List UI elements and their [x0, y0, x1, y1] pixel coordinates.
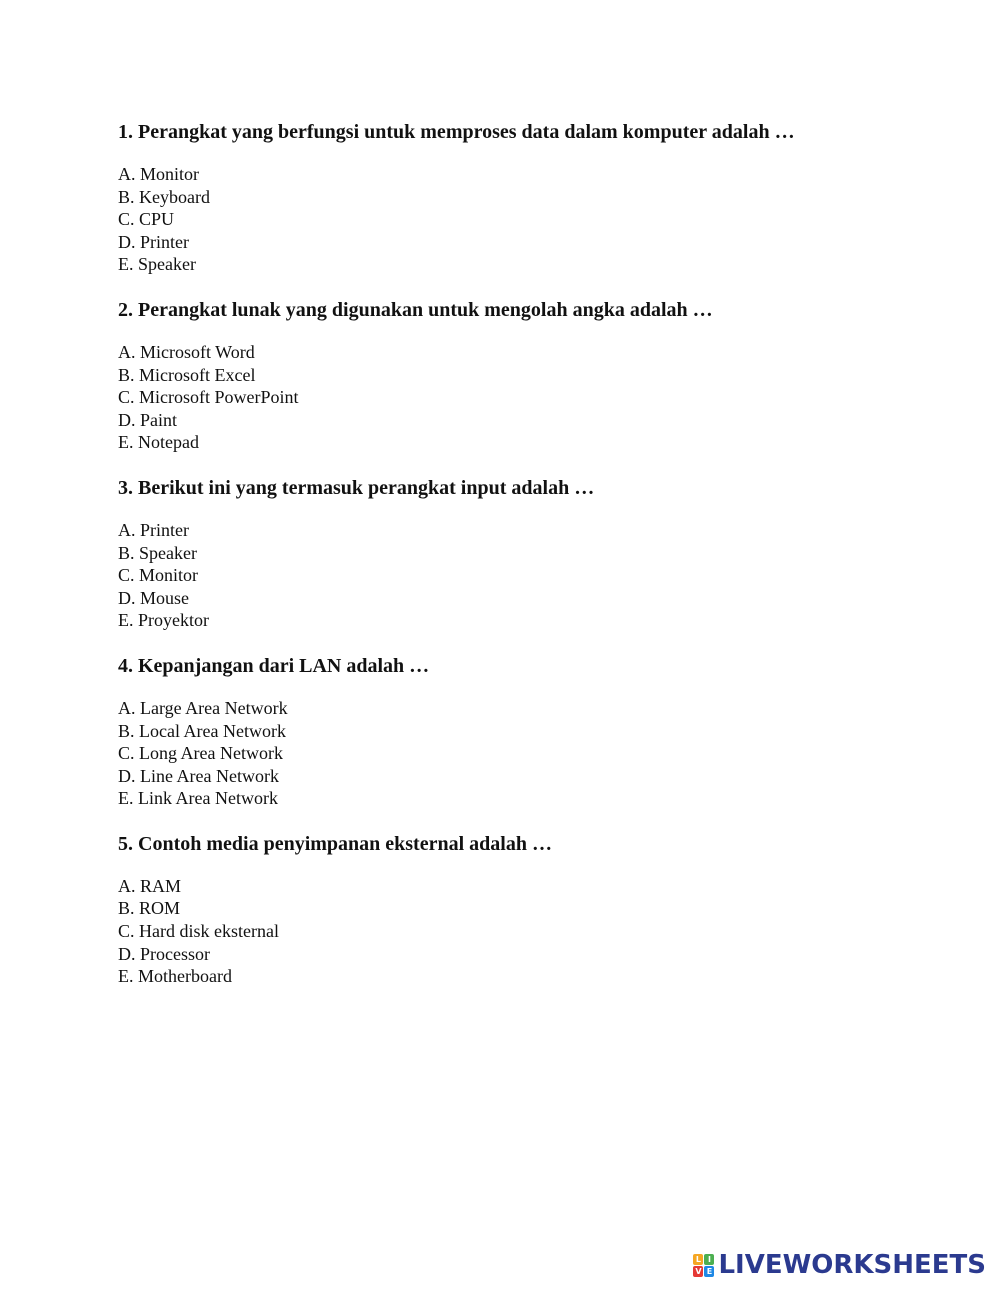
option-e: E. Proyektor [118, 610, 209, 631]
liveworksheets-logo [693, 1250, 986, 1280]
question-text: 4. Kepanjangan dari LAN adalah … [118, 654, 430, 677]
question-4 [118, 652, 918, 810]
question-1 [118, 118, 918, 276]
option-d: D. Mouse [118, 587, 189, 608]
option-e: E. Notepad [118, 432, 199, 453]
logo-mark-letter: E [704, 1266, 714, 1277]
option-c: C. Hard disk eksternal [118, 921, 279, 942]
question-text: 5. Contoh media penyimpanan eksternal adalah … [118, 832, 552, 855]
option-a: A. Large Area Network [118, 697, 288, 718]
option-c: C. Long Area Network [118, 743, 283, 764]
question-2 [118, 296, 918, 454]
option-d: D. Line Area Network [118, 765, 279, 786]
option-a: A. Microsoft Word [118, 341, 255, 362]
option-b: B. Speaker [118, 542, 197, 563]
option-d: D. Paint [118, 409, 178, 430]
option-d: D. Printer [118, 231, 189, 252]
option-e: E. Speaker [118, 254, 196, 275]
logo-mark-letter: L [693, 1254, 703, 1265]
option-c: C. CPU [118, 209, 175, 230]
option-a: A. Printer [118, 519, 189, 540]
question-5 [118, 830, 918, 988]
option-d: D. Processor [118, 943, 210, 964]
worksheet [118, 118, 918, 1008]
option-b: B. Local Area Network [118, 720, 286, 741]
option-a: A. RAM [118, 875, 182, 896]
option-e: E. Link Area Network [118, 788, 278, 809]
option-a: A. Monitor [118, 164, 199, 184]
option-c: C. Microsoft PowerPoint [118, 387, 299, 408]
option-e: E. Motherboard [118, 966, 232, 987]
logo-mark-letter: I [704, 1254, 714, 1265]
logo-text: LIVEWORKSHEETS [718, 1250, 986, 1280]
question-text: 1. Perangkat yang berfungsi untuk memproses data dalam komputer adalah … [118, 121, 795, 143]
option-b: B. ROM [118, 898, 181, 919]
option-b: B. Keyboard [118, 186, 210, 207]
logo-mark-icon [693, 1254, 714, 1277]
question-text: 3. Berikut ini yang termasuk perangkat input adalah … [118, 476, 595, 499]
option-c: C. Monitor [118, 565, 199, 586]
question-3 [118, 474, 918, 632]
logo-mark-letter: V [695, 1266, 702, 1276]
question-text: 2. Perangkat lunak yang digunakan untuk mengolah angka adalah … [118, 298, 713, 321]
option-b: B. Microsoft Excel [118, 364, 256, 385]
